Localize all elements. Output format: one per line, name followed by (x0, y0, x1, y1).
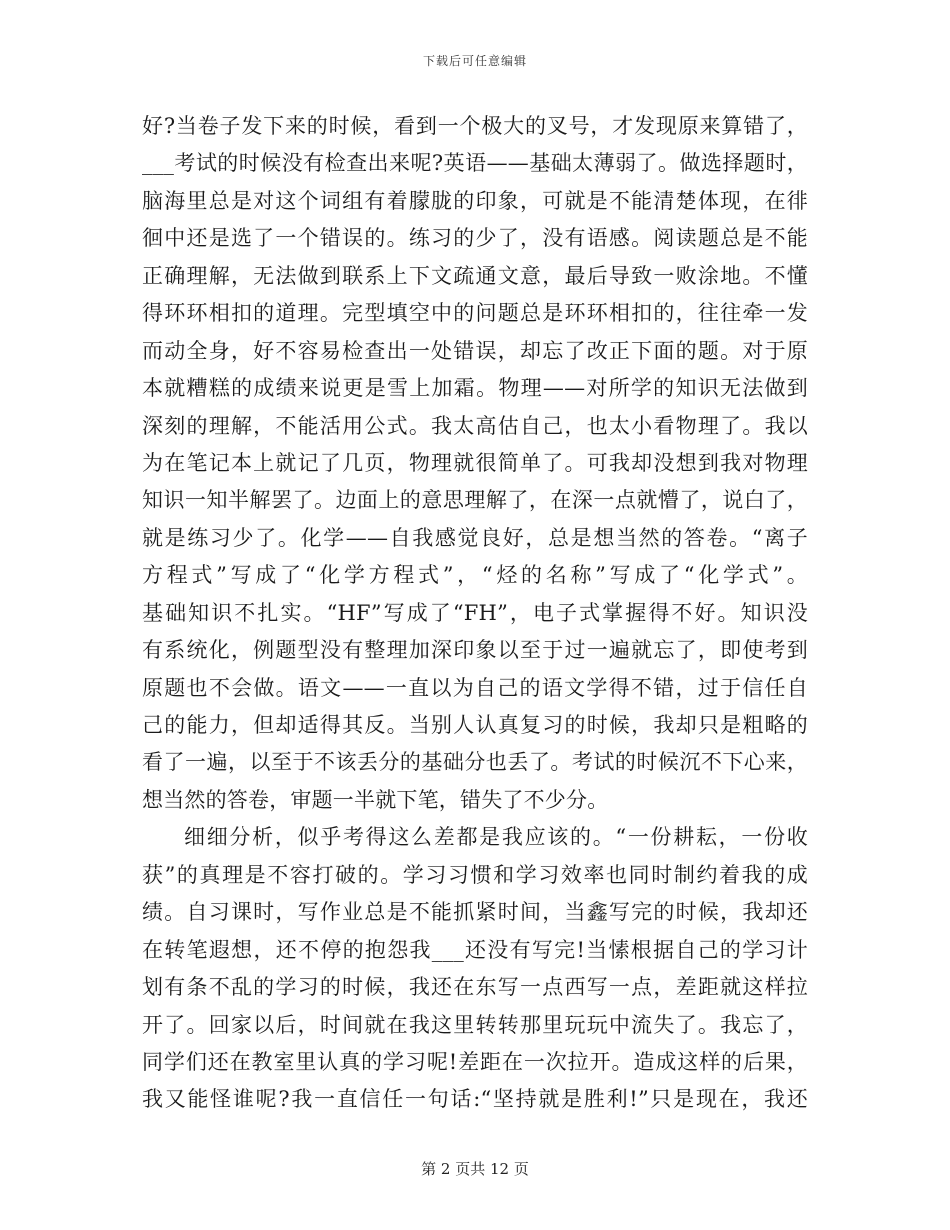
page-number-footer: 第 2 页共 12 页 (421, 1160, 529, 1178)
page-header: 下载后可任意编辑 (422, 54, 527, 68)
body-line: 徊中还是选了一个错误的。练习的少了，没有语感。阅读题总是不能 (142, 226, 808, 251)
body-line: 脑海里总是对这个词组有着朦胧的印象，可就是不能清楚体现，在徘 (142, 188, 808, 213)
body-line: 知识一知半解罢了。边面上的意思理解了，在深一点就懵了，说白了， (142, 488, 808, 513)
body-line: 深刻的理解，不能活用公式。我太高估自己，也太小看物理了。我以 (142, 413, 808, 438)
body-line: 在转笔遐想，还不停的抱怨我___还没有写完!当愫根据自己的学习计 (142, 937, 808, 962)
body-line: 就是练习少了。化学——自我感觉良好，总是想当然的答卷。“离子 (142, 525, 808, 550)
body-line: 己的能力，但却适得其反。当别人认真复习的时候，我却只是粗略的 (142, 713, 808, 737)
body-line: 方程式”写成了“化学方程式”，“烃的名称”写成了“化学式”。 (142, 563, 808, 588)
body-line: ___考试的时候没有检查出来呢?英语——基础太薄弱了。做选择题时， (142, 151, 808, 176)
body-line: 获”的真理是不容打破的。学习习惯和学习效率也同时制约着我的成 (142, 862, 808, 887)
body-line: 本就糟糕的成绩来说更是雪上加霜。物理——对所学的知识无法做到 (142, 376, 808, 401)
body-line: 划有条不乱的学习的时候，我还在东写一点西写一点，差距就这样拉 (142, 975, 808, 1000)
body-line: 原题也不会做。语文——一直以为自己的语文学得不错，过于信任自 (142, 675, 808, 700)
body-line: 而动全身，好不容易检查出一处错误，却忘了改正下面的题。对于原 (142, 338, 808, 363)
body-line: 想当然的答卷，审题一半就下笔，错失了不少分。 (142, 787, 609, 812)
body-line: 为在笔记本上就记了几页，物理就很简单了。可我却没想到我对物理 (142, 450, 808, 475)
body-line: 同学们还在教室里认真的学习呢!差距在一次拉开。造成这样的后果， (142, 1049, 808, 1074)
body-line: 好?当卷子发下来的时候，看到一个极大的叉号，才发现原来算错了， (142, 114, 808, 138)
body-line: 绩。自习课时，写作业总是不能抓紧时间，当鑫写完的时候，我却还 (142, 900, 808, 925)
body-line: 开了。回家以后，时间就在我这里转转那里玩玩中流失了。我忘了， (142, 1012, 808, 1037)
body-line: 我又能怪谁呢?我一直信任一句话:“坚持就是胜利!”只是现在，我还 (142, 1087, 808, 1112)
body-line: 基础知识不扎实。“HF”写成了“FH”，电子式掌握得不好。知识没 (142, 600, 808, 625)
body-line: 看了一遍，以至于不该丢分的基础分也丢了。考试的时候沉不下心来， (142, 750, 808, 775)
paragraph-start-line: 细细分析，似乎考得这么差都是我应该的。“一份耕耘，一份收 (184, 825, 808, 850)
document-body (142, 108, 808, 1119)
body-line: 正确理解，无法做到联系上下文疏通文意，最后导致一败涂地。不懂 (142, 263, 808, 288)
body-line: 有系统化，例题型没有整理加深印象以至于过一遍就忘了，即使考到 (142, 638, 808, 663)
body-line: 得环环相扣的道理。完型填空中的问题总是环环相扣的，往往牵一发 (142, 301, 808, 326)
